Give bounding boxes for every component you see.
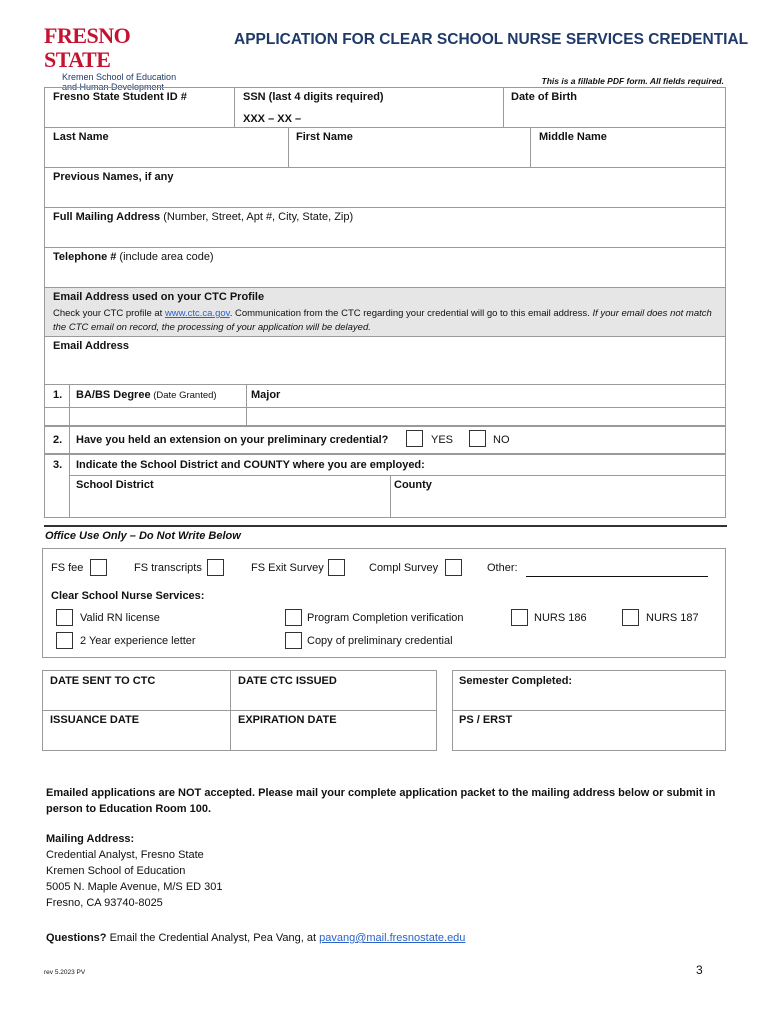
email-address-field[interactable]: Email Address [53, 340, 130, 352]
email-note: Check your CTC profile at www.ctc.ca.gov. Communication from the CTC regarding your credential will go to this email address. If your email does not match the CTC email on record, the processing of your application will be delayed. [53, 308, 712, 333]
expiration-date-field[interactable]: EXPIRATION DATE [238, 714, 337, 726]
valid-rn-checkbox[interactable] [56, 609, 73, 626]
degree-field[interactable]: BA/BS Degree (Date Granted) [76, 389, 217, 401]
two-year-label: 2 Year experience letter [80, 635, 196, 647]
county-field[interactable]: County [394, 479, 432, 491]
other-label: Other: [487, 562, 518, 574]
questions-line: Questions? Email the Credential Analyst, Pea Vang, at pavang@mail.fresnostate.edu [46, 932, 466, 944]
office-heading: Office Use Only – Do Not Write Below [45, 530, 241, 542]
services-label: Clear School Nurse Services: [51, 590, 205, 602]
q1-number: 1. [53, 389, 63, 401]
mailing-address-field[interactable] [53, 211, 353, 223]
address-line-3: 5005 N. Maple Avenue, M/S ED 301 [46, 881, 223, 893]
logo-wordmark: FRESNO STATE [44, 23, 131, 72]
telephone-field[interactable] [53, 251, 214, 263]
address-line-1: Credential Analyst, Fresno State [46, 849, 204, 861]
compl-survey-checkbox[interactable] [445, 559, 462, 576]
nurs186-checkbox[interactable] [511, 609, 528, 626]
extension-no-checkbox[interactable] [469, 430, 486, 447]
extension-yes-checkbox[interactable] [406, 430, 423, 447]
nurs186-label: NURS 186 [534, 612, 587, 624]
compl-survey-label: Compl Survey [369, 562, 439, 574]
fs-exit-survey-label: FS Exit Survey [251, 562, 324, 574]
page-number: 3 [696, 963, 703, 977]
last-name-field[interactable]: Last Name [53, 131, 109, 143]
ssn-format: XXX – XX – [243, 113, 302, 125]
extension-question: Have you held an extension on your preliminary credential? [76, 434, 389, 446]
fs-fee-label: FS fee [51, 562, 84, 574]
revision-note: rev 5.2023 PV [44, 969, 86, 976]
address-hint: (Number, Street, Apt #, City, State, Zip) [160, 211, 354, 223]
fillable-note: This is a fillable PDF form. All fields required. [541, 76, 724, 86]
mailing-address-label: Mailing Address: [46, 833, 135, 845]
office-divider [44, 525, 727, 527]
logo-line2: and Human Development [62, 82, 165, 92]
ps-erst-field[interactable]: PS / ERST [459, 714, 513, 726]
ctc-link[interactable]: www.ctc.ca.gov [164, 308, 230, 319]
analyst-email-link[interactable]: pavang@mail.fresnostate.edu [319, 932, 466, 944]
page-title: APPLICATION FOR CLEAR SCHOOL NURSE SERVICES CREDENTIAL [234, 31, 749, 48]
two-year-checkbox[interactable] [56, 632, 73, 649]
telephone-hint: (include area code) [116, 251, 214, 263]
previous-names-field[interactable]: Previous Names, if any [53, 171, 174, 183]
major-field[interactable]: Major [251, 389, 281, 401]
semester-field[interactable]: Semester Completed: [459, 675, 573, 687]
address-line-4: Fresno, CA 93740-8025 [46, 897, 163, 909]
email-section-label: Email Address used on your CTC Profile [53, 291, 265, 303]
yes-label: YES [431, 434, 454, 446]
mail-notice: Emailed applications are NOT accepted. Please mail your complete application packet to the mailing address below or submit in person to Education Room 100. [46, 787, 716, 815]
fs-fee-checkbox[interactable] [90, 559, 107, 576]
address-line-2: Kremen School of Education [46, 865, 186, 877]
fs-transcripts-checkbox[interactable] [207, 559, 224, 576]
q2-number: 2. [53, 434, 63, 446]
issuance-date-field[interactable]: ISSUANCE DATE [50, 714, 140, 726]
fresno-state-logo [44, 23, 189, 92]
email-warning: If your email does not match the CTC email on record, the processing of your application will be delayed. [53, 308, 712, 333]
first-name-field[interactable]: First Name [296, 131, 353, 143]
program-completion-checkbox[interactable] [285, 609, 302, 626]
program-completion-label: Program Completion verification [307, 612, 464, 624]
school-district-field[interactable]: School District [76, 479, 154, 491]
middle-name-field[interactable]: Middle Name [539, 131, 607, 143]
fs-transcripts-label: FS transcripts [134, 562, 202, 574]
ssn-field[interactable]: SSN (last 4 digits required) [243, 91, 384, 103]
employment-question: Indicate the School District and COUNTY where you are employed: [76, 459, 425, 471]
copy-prelim-label: Copy of preliminary credential [307, 635, 453, 647]
dob-field[interactable]: Date of Birth [511, 91, 577, 103]
nurs187-label: NURS 187 [646, 612, 699, 624]
fs-exit-survey-checkbox[interactable] [328, 559, 345, 576]
no-label: NO [493, 434, 510, 446]
logo-line1: Kremen School of Education [62, 72, 177, 82]
telephone-label: Telephone # [53, 251, 117, 263]
q3-number: 3. [53, 459, 63, 471]
copy-prelim-checkbox[interactable] [285, 632, 302, 649]
date-issued-field[interactable]: DATE CTC ISSUED [238, 675, 337, 687]
student-id-field[interactable]: Fresno State Student ID # [53, 91, 187, 103]
date-sent-field[interactable]: DATE SENT TO CTC [50, 675, 156, 687]
valid-rn-label: Valid RN license [80, 612, 160, 624]
address-label: Full Mailing Address [53, 211, 161, 223]
other-input-line[interactable] [526, 576, 708, 577]
nurs187-checkbox[interactable] [622, 609, 639, 626]
